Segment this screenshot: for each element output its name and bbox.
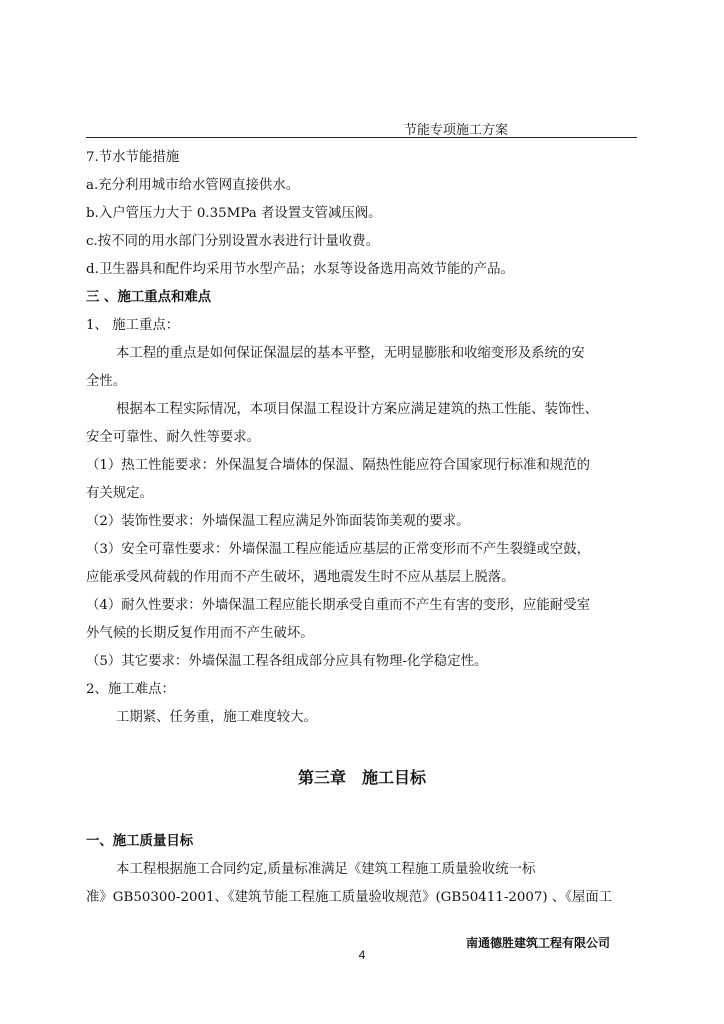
quality-target-heading: 一、施工质量目标 [86, 834, 194, 849]
para1-line2: 全性。 [86, 374, 127, 389]
requirement-1-line1: （1）热工性能要求：外保温复合墙体的保温、隔热性能应符合国家现行标准和规范的 [86, 458, 590, 473]
section-7-item-c: c.按不同的用水部门分别设置水表进行计量收费。 [86, 234, 379, 249]
requirement-2: （2）装饰性要求：外墙保温工程应满足外饰面装饰美观的要求。 [86, 514, 470, 529]
difficulties-text: 工期紧、任务重，施工难度较大。 [116, 710, 317, 725]
footer-company-name: 南通德胜建筑工程有限公司 [466, 936, 611, 950]
section-7-item-a: a.充分利用城市给水管网直接供水。 [86, 178, 300, 193]
requirement-4-line1: （4）耐久性要求：外墙保温工程应能长期承受自重而不产生有害的变形，应能耐受室 [86, 598, 590, 613]
section-3-heading: 三 、施工重点和难点 [86, 290, 212, 305]
page-number: 4 [358, 948, 366, 962]
section-7-item-d: d.卫生器具和配件均采用节水型产品；水泵等设备选用高效节能的产品。 [86, 262, 514, 277]
page-header-title: 节能专项施工方案 [404, 123, 509, 138]
chapter-title: 第三章 施工目标 [297, 768, 426, 787]
section-7-item-b: b.入户管压力大于 0.35MPa 者设置支管减压阀。 [86, 206, 382, 221]
quality-line2: 准》GB50300-2001、《建筑节能工程施工质量验收规范》(GB50411-2007) 、《屋面工 [86, 890, 613, 905]
quality-line1: 本工程根据施工合同约定,质量标准满足《建筑工程施工质量验收统一标 [116, 862, 536, 877]
requirement-3-line2: 应能承受风荷载的作用而不产生破坏，遇地震发生时不应从基层上脱落。 [86, 570, 515, 585]
requirement-3-line1: （3）安全可靠性要求：外墙保温工程应能适应基层的正常变形而不产生裂缝或空鼓， [86, 542, 590, 557]
difficulties-heading: 2、施工难点： [86, 682, 175, 697]
section-7-heading: 7.节水节能措施 [86, 150, 180, 165]
key-points-heading: 1、 施工重点： [86, 318, 180, 333]
header-divider [86, 137, 637, 138]
requirement-1-line2: 有关规定。 [86, 486, 153, 501]
para2-line2: 安全可靠性、耐久性等要求。 [86, 430, 261, 445]
para1-line1: 本工程的重点是如何保证保温层的基本平整，无明显膨胀和收缩变形及系统的安 [116, 346, 585, 361]
para2-line1: 根据本工程实际情况，本项目保温工程设计方案应满足建筑的热工性能、装饰性、 [116, 402, 599, 417]
requirement-5: （5）其它要求：外墙保温工程各组成部分应具有物理-化学稳定性。 [86, 654, 488, 669]
requirement-4-line2: 外气候的长期反复作用而不产生破坏。 [86, 626, 314, 641]
